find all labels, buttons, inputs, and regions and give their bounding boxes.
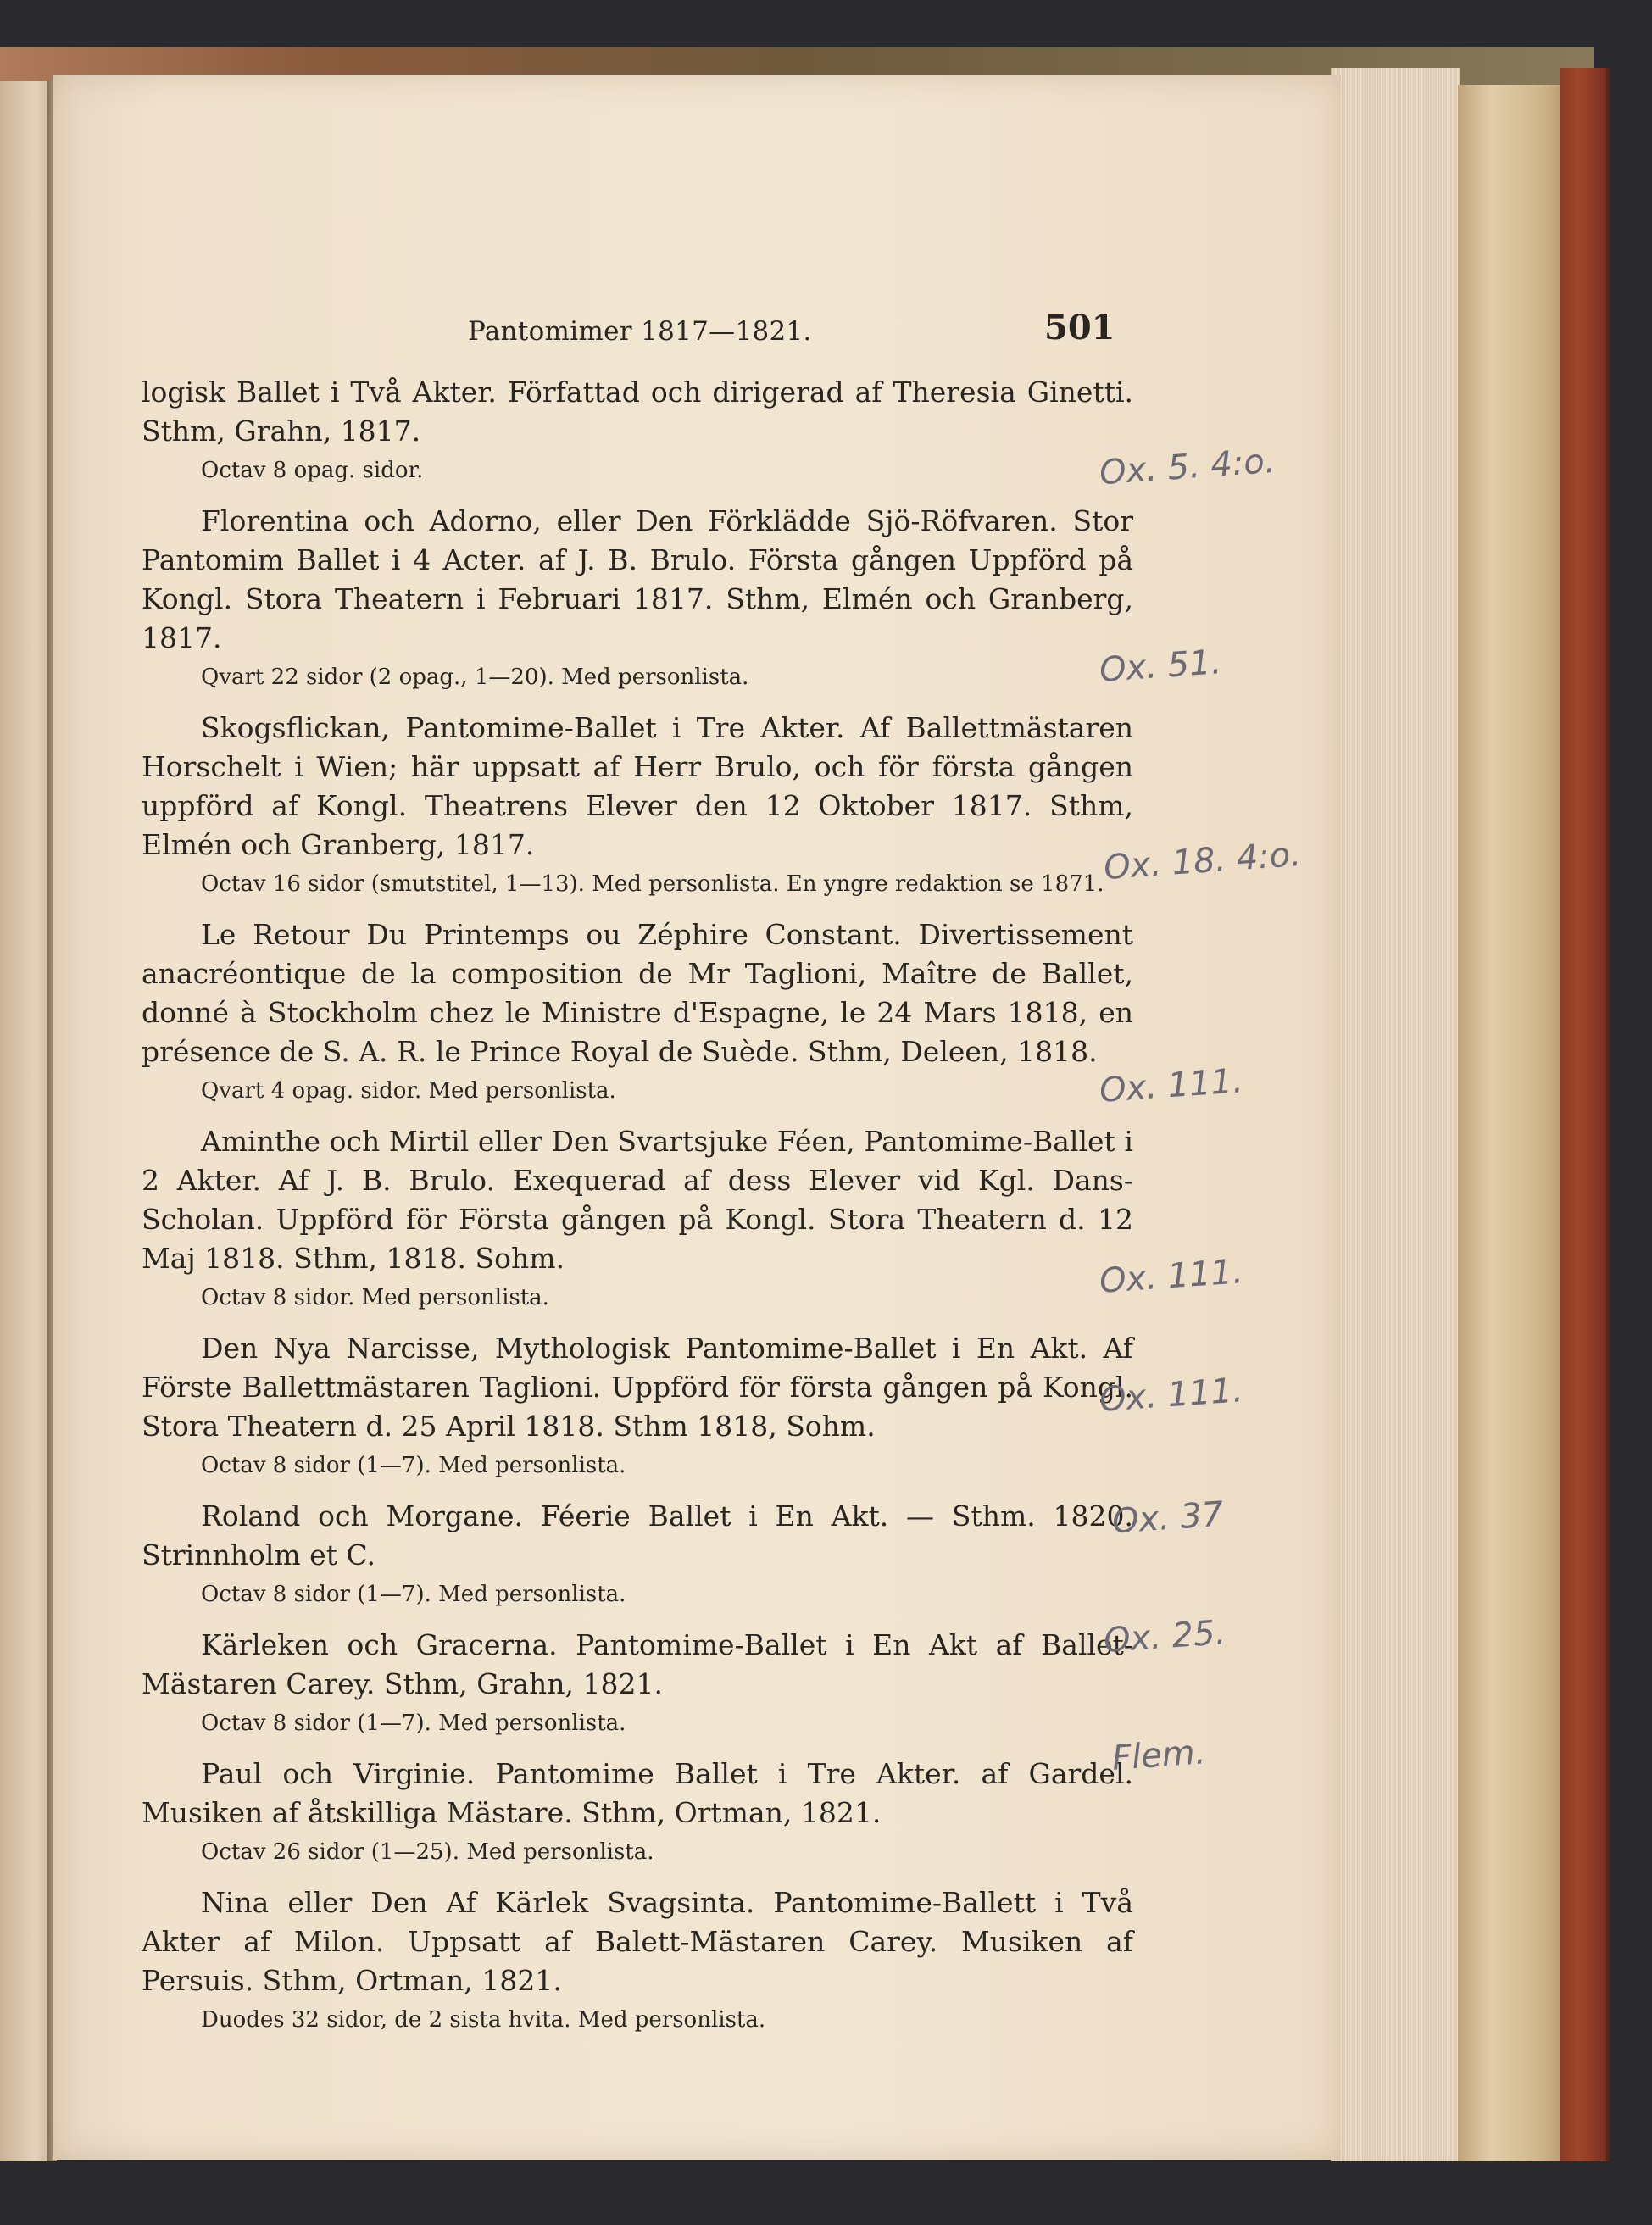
entry-text: Nina eller Den Af Kärlek Svagsinta. Pantomime-Ballett i Två Akter af Milon. Uppsatt af Balett-Mästaren Carey. Musiken af Persuis. Sthm, Ortman, 1821. [142,1886,1133,1997]
entry [142,1497,1133,1610]
entry-text: logisk Ballet i Två Akter. Författad och dirigerad af Theresia Ginetti. Sthm, Grahn, 1817. [142,375,1133,448]
printed-page [53,75,1341,2160]
bibliography-entries [142,373,1133,2051]
running-head: Pantomimer 1817—1821. [468,316,812,347]
entry [142,1883,1133,2036]
scan-background [0,2161,1652,2225]
entry-note: Octav 26 sidor (1—25). Med personlista. [201,1839,654,1865]
entry [142,1626,1133,1739]
entry [142,1122,1133,1314]
entry-note: Octav 8 opag. sidor. [201,458,424,483]
entry-note: Octav 8 sidor (1—7). Med personlista. [201,1453,626,1478]
entry-note: Octav 8 sidor (1—7). Med personlista. [201,1582,626,1607]
handwritten-shelfmark: Ox. 111. [1098,1061,1245,1110]
handwritten-shelfmark: Ox. 18. 4:o. [1102,834,1303,888]
entry [142,1755,1133,1868]
book-board [1458,85,1568,2161]
entry-text: Aminthe och Mirtil eller Den Svartsjuke Féen, Pantomime-Ballet i 2 Akter. Af J. B. Brulo. Exequerad af dess Elever vid Kgl. Dans-Scholan. Uppförd för Första gången på Kongl. Stora Theatern d. 12 Maj 1818. Sthm, 1818. Sohm. [142,1125,1133,1275]
page-number: 501 [1044,308,1115,348]
entry-note: Qvart 22 sidor (2 opag., 1—20). Med personlista. [201,665,749,690]
entry-text: Kärleken och Gracerna. Pantomime-Ballet i En Akt af Ballet-Mästaren Carey. Sthm, Grahn, 1821. [142,1628,1133,1700]
entry [142,709,1133,900]
handwritten-shelfmark: Ox. 111. [1098,1371,1245,1420]
entry-note: Qvart 4 opag. sidor. Med personlista. [201,1078,616,1104]
entry-text: Le Retour Du Printemps ou Zéphire Constant. Divertissement anacréontique de la composition de Mr Taglioni, Maître de Ballet, donné à Stockholm chez le Ministre d'Espagne, le 24 Mars 1818, en présence de S. A. R. le Prince Royal de Suède. Sthm, Deleen, 1818. [142,918,1133,1068]
entry-text: Paul och Virginie. Pantomime Ballet i Tre Akter. af Gardel. Musiken af åtskilliga Mästare. Sthm, Ortman, 1821. [142,1757,1133,1829]
entry-note: Octav 16 sidor (smutstitel, 1—13). Med personlista. En yngre redaktion se 1871. [201,871,1104,897]
entry-note: Octav 8 sidor. Med personlista. [201,1285,549,1310]
book-cover [1560,68,1610,2161]
handwritten-shelfmark: Ox. 111. [1098,1252,1245,1301]
handwritten-shelfmark: Flem. [1110,1733,1207,1778]
facing-page-edge [0,81,51,2166]
entry [142,1329,1133,1482]
entry [142,502,1133,693]
entry-note: Octav 8 sidor (1—7). Med personlista. [201,1710,626,1736]
page-block-edges [1331,68,1460,2161]
handwritten-shelfmark: Ox. 25. [1102,1613,1227,1660]
entry [142,373,1133,487]
entry [142,915,1133,1107]
entry-text: Den Nya Narcisse, Mythologisk Pantomime-Ballet i En Akt. Af Förste Ballettmästaren Taglioni. Uppförd för första gången på Kongl. Stora Theatern d. 25 April 1818. Sthm 1818, Sohm. [142,1332,1133,1443]
entry-note: Duodes 32 sidor, de 2 sista hvita. Med personlista. [201,2007,766,2033]
handwritten-shelfmark: Ox. 51. [1098,642,1223,690]
handwritten-shelfmark: Ox. 37 [1110,1494,1225,1542]
entry-text: Roland och Morgane. Féerie Ballet i En Akt. — Sthm. 1820. Strinnholm et C. [142,1499,1133,1571]
entry-text: Skogsflickan, Pantomime-Ballet i Tre Akter. Af Ballettmästaren Horschelt i Wien; här uppsatt af Herr Brulo, och för första gången uppförd af Kongl. Theatrens Elever den 12 Oktober 1817. Sthm, Elmén och Granberg, 1817. [142,711,1133,861]
handwritten-shelfmark: Ox. 5. 4:o. [1098,441,1277,493]
entry-text: Florentina och Adorno, eller Den Förklädde Sjö-Röfvaren. Stor Pantomim Ballet i 4 Acter. af J. B. Brulo. Första gången Uppförd på Kongl. Stora Theatern i Februari 1817. Sthm, Elmén och Granberg, 1817. [142,504,1133,654]
